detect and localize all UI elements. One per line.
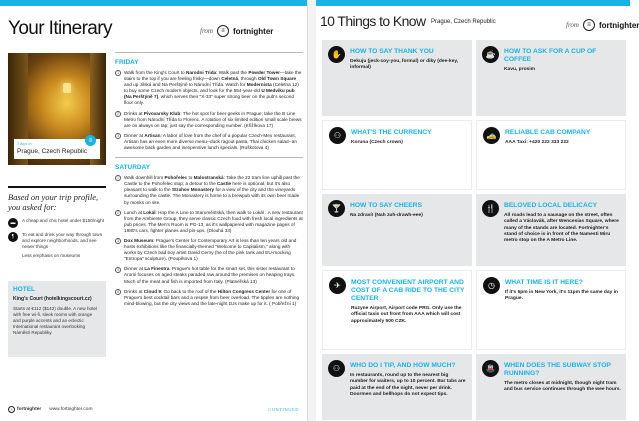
fortnighter-logo-icon: ≡ xyxy=(583,19,595,31)
step-number: 2 xyxy=(117,210,119,215)
tip-text: Dekuju (jeck-coy-you, formal) or diky (dee-key, informal) xyxy=(350,59,459,71)
tip-heading: HOW TO ASK FOR A CUP OF COFFEE xyxy=(504,48,597,63)
hotel-heading: HOTEL xyxy=(13,286,36,293)
preference-item xyxy=(8,218,106,228)
airplane-icon: ✈ xyxy=(329,277,346,294)
from-label: from xyxy=(566,21,579,29)
preference-text: To eat and drink your way through town and explore neighborhoods, and see newer things xyxy=(22,232,103,249)
itinerary-list xyxy=(115,52,303,311)
tip-card xyxy=(476,354,626,420)
fortnighter-logo-icon: ≡ xyxy=(8,406,15,413)
hotel-name: King's Court (hotelkingscourt.cz) xyxy=(13,296,92,302)
tip-heading: WHAT TIME IS IT HERE? xyxy=(505,279,583,286)
tip-heading: HOW TO SAY THANK YOU xyxy=(350,48,434,55)
fortnighter-logo-icon: ≡ xyxy=(217,25,229,37)
tip-text: Ruzyne Airport, Airport code PRG. Only use the official taxis out front from AAA which will cost approximately 500 CZK. xyxy=(351,306,462,324)
train-icon: 🚇 xyxy=(482,360,499,377)
tip-heading: RELIABLE CAB COMPANY xyxy=(505,129,591,136)
page-gutter xyxy=(308,0,316,421)
section-divider xyxy=(115,52,303,53)
tip-text: In restaurants, round up to the nearest big number for waiters, up to 10 percent. Bar tabs are paid at the end of the night, never per drink. Doormen and bellhops do not expect tips. xyxy=(350,373,466,397)
things-to-know-page xyxy=(316,0,639,421)
hero-image xyxy=(8,53,106,165)
tip-heading: HOW TO SAY CHEERS xyxy=(350,202,422,209)
step-number: 3 xyxy=(117,134,119,139)
tip-card xyxy=(476,270,626,350)
footer-logo xyxy=(8,406,41,413)
section-divider xyxy=(115,157,303,158)
itinerary-item xyxy=(115,238,303,262)
preference-item xyxy=(8,232,106,250)
page-subtitle: Prague, Czech Republic xyxy=(431,19,496,25)
tip-text: The metro closes at midnight, though night tram and bus service continues through the wee hours. xyxy=(504,381,621,393)
tip-text: Na zdraví! (Nah zuh-drawh-eee) xyxy=(350,213,423,218)
spacer xyxy=(8,253,18,259)
cocktail-glass-icon: 🍸 xyxy=(328,200,345,217)
brand-name: fortnighter xyxy=(598,20,639,30)
tip-card xyxy=(476,40,626,116)
tip-text: Koruna (Czech crown) xyxy=(351,140,403,145)
step-number: 3 xyxy=(117,239,119,244)
tip-heading: MOST CONVENIENT AIRPORT AND COST OF A CAB RIDE TO THE CITY CENTER xyxy=(351,279,465,302)
footer-url[interactable]: www.fortnighter.com xyxy=(49,407,93,412)
tip-text: Kavu, prosim xyxy=(504,67,535,72)
tip-card xyxy=(322,270,472,350)
accent-bar xyxy=(316,0,630,6)
itinerary-text: Lunch at Lokál: Hop the A Line to Staroměstská, then walk to Lokál . A new restaurant from the Ambiente Group, they serve classic Czech food with fresh local ingredients at pub prices. The Men's Room is PG-13, as it's wallpapered with magazine pages of 1980's cars, fighter planes and pin-ups. (Dlouhá 33) xyxy=(124,209,303,233)
itinerary-text: Dinner at Artisan: A labor of love from the chef of a popular Czech-Mex restaurant, Artisan has an even more diverse menu--duck ragout pasta, Thai chicken salad--an awesome back garden and inexpensive lunch specials. (Roškotova 4) xyxy=(124,132,297,151)
itinerary-item xyxy=(115,133,303,151)
preference-text: Less emphasis on museums xyxy=(22,253,81,258)
tip-heading: WHEN DOES THE SUBWAY STOP RUNNING? xyxy=(504,362,611,377)
tip-heading: WHAT'S THE CURRENCY xyxy=(351,129,432,136)
tip-card xyxy=(322,40,472,116)
preference-item xyxy=(8,253,106,259)
itinerary-item xyxy=(115,266,303,284)
from-brand xyxy=(200,25,273,37)
step-number: 5 xyxy=(117,289,119,294)
itinerary-item xyxy=(115,111,303,129)
continued-link[interactable]: CONTINUED xyxy=(268,407,299,412)
itinerary-item xyxy=(115,210,303,234)
step-number: 1 xyxy=(117,71,119,76)
street-lamp xyxy=(63,83,71,93)
coffee-cup-icon: ☕ xyxy=(482,46,499,63)
itinerary-text: Drinks at Pivovarsky Klub: The hot spot for beer geeks in Prague; take the B Line Metro from Národní Třída to Florenc. A rotation of six limited edition small scale brews are on always on tap; just say the corresponding number. (Křižíkova 17) xyxy=(124,110,302,128)
footer xyxy=(8,406,92,413)
footer-brand: fortnighter xyxy=(17,407,42,412)
tip-heading: BELOVED LOCAL DELICACY xyxy=(504,202,598,209)
page-title: Your Itinerary xyxy=(8,18,112,39)
preference-text: A cheap and chic hotel under $150/night xyxy=(22,218,104,223)
itinerary-text: Dox Museum: Prague's Center for Contemporary Art is less than ten years old and hosts exhibitions like the financially-themed "Welcome to Capitalism," along with works by Czech bad boy artist David Cerny (he of the pink tank and EU-mocking "Entropa" sculpture). (Poupětova 1) xyxy=(124,237,297,262)
from-label: from xyxy=(200,27,213,35)
itinerary-text: Dinner at La Finestra: Prague's hot table for the smart set, this sister restaurant to Aromi focuses on aged steaks paraded raw around the premises on heaping trays. Much of the meat and fish is imported from Italy. (Platnéřská 13) xyxy=(124,266,296,284)
hotel-description: Starts at €112 ($142) double. A new hotel with free wi-fi, sleek rooms with orange and purple accents and an eclectic International restaurant overlooking Náměstí Republiky. xyxy=(13,306,97,335)
day-heading: SATURDAY xyxy=(115,164,151,172)
accent-bar xyxy=(0,0,307,6)
divider xyxy=(8,186,106,188)
tip-text: If it's 5pm in New York, it's 11pm the same day in Prague. xyxy=(505,290,619,302)
destination-city: Prague, Czech Republic xyxy=(17,148,88,155)
taxi-icon: 🚕 xyxy=(483,127,500,144)
from-brand xyxy=(566,19,639,31)
tip-card xyxy=(476,120,626,190)
coins-icon: ⚇ xyxy=(329,127,346,144)
page-title: 10 Things to Know xyxy=(320,13,426,29)
fortnighter-badge-icon: ≡ xyxy=(85,135,96,146)
itinerary-text: Walk downhill from Pohořelec to Malostranská: Take the 22 tram line uphill past the Castle to the Pohořelec stop; a detour to the Castle here is optional, but it's also pleasant to walk to the Strahov Monastery for a view of the city and the vineyards surrounding the castle. The Monastery is home to a brewpub with its own beer made by monks on site. xyxy=(124,175,300,205)
tip-heading: WHO DO I TIP, AND HOW MUCH? xyxy=(350,362,456,369)
fork-knife-icon: 🍴 xyxy=(482,200,499,217)
itinerary-item xyxy=(115,289,303,307)
tip-text: AAA Taxi: +420 222 333 222 xyxy=(505,140,569,145)
itinerary-page xyxy=(0,0,308,421)
brand-name: fortnighter xyxy=(232,26,274,36)
hotel-icon: ▬ xyxy=(8,218,18,228)
tip-card xyxy=(322,354,472,420)
itinerary-text: Walk from the King's Court to Narodni Trida: Walk past the Powder Tower—take the stairs to the top if you are feeling frisky—down Celetná, through Old Town Square and up Jilská and Na Perštýně to Národní Třída. Watch for Modernista (Celetna 12) to buy some Czech modern objects, and look for the 554-year-old U Medviku pub (Na Perštýně 7), which serves their "X-33" super strong beer on the pub's second floor only. xyxy=(124,70,302,106)
step-number: 4 xyxy=(117,267,119,272)
food-icon: ¶ xyxy=(8,232,18,242)
tip-card xyxy=(476,194,626,266)
itinerary-text: Drinks at Cloud 9: Go back to the roof of the Hilton Congress Center for one of Prague's best cocktail bars and a respite from beer overload. The tipples are nothing mind-blowing, but the city views and the late-night DJs make up for it. ( Pobřežní 1) xyxy=(124,288,300,306)
step-number: 2 xyxy=(117,111,119,116)
itinerary-item xyxy=(115,175,303,205)
trip-length: 3 days in: xyxy=(17,141,33,146)
itinerary-item xyxy=(115,70,303,107)
coins-icon: ⚇ xyxy=(328,360,345,377)
clock-icon: ◷ xyxy=(483,277,500,294)
tip-card xyxy=(322,194,472,266)
step-number: 1 xyxy=(117,176,119,181)
profile-heading: Based on your trip profile, you asked for: xyxy=(8,192,99,212)
tip-text: All roads lead to a sausage on the street, often called a Václavák, after Wencesias Square, where many of the stands are located. Fortnighter's stand of choice is in front of the Namesti Miru metro stop on the A Metro Line. xyxy=(504,213,619,244)
destination-card xyxy=(14,139,100,159)
hotel-box xyxy=(8,281,106,357)
day-heading: FRIDAY xyxy=(115,59,139,66)
tip-card xyxy=(322,120,472,190)
hand-icon: ✋ xyxy=(328,46,345,63)
